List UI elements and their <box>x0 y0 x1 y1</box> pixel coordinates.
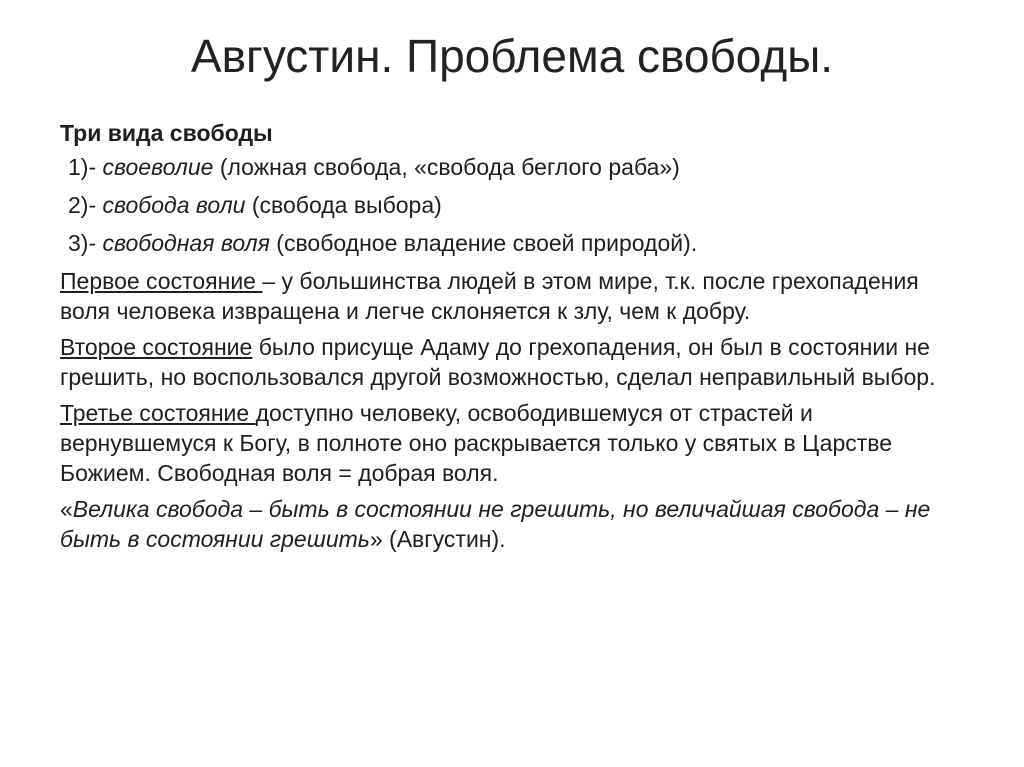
list-item-3 <box>68 228 970 258</box>
item-description: (ложная свобода, «свобода беглого раба») <box>213 154 680 180</box>
paragraph-term: Третье состояние <box>60 400 256 426</box>
quote-attribution: » (Августин). <box>369 526 506 552</box>
slide-title: Августин. Проблема свободы. <box>190 30 834 82</box>
item-number: 2)- <box>68 192 103 218</box>
item-number: 1)- <box>68 154 103 180</box>
paragraph-second-state <box>60 332 970 392</box>
paragraph-term: Первое состояние <box>60 268 263 294</box>
augustine-quote <box>60 494 970 554</box>
paragraph-third-state <box>60 398 970 488</box>
paragraph-text: – у большинства людей в этом мире, т.к. после грехопадения воля человека извращена и легче склоняется к злу, чем к добру. <box>60 268 919 324</box>
paragraph-text: было присуще Адаму до грехопадения, он был в состоянии не грешить, но воспользовался другой возможностью, сделал неправильный выбор. <box>60 334 936 390</box>
slide-body <box>60 118 970 560</box>
quote-text: Велика свобода – быть в состоянии не грешить, но величайшая свобода – не быть в состоянии грешить <box>60 496 931 552</box>
item-term: свобода воли <box>102 192 246 218</box>
item-number: 3)- <box>68 230 103 256</box>
item-term: своеволие <box>102 154 214 180</box>
paragraph-text: доступно человеку, освободившемуся от страстей и вернувшемуся к Богу, в полноте оно раскрывается только у святых в Царстве Божием. Свободная воля = добрая воля. <box>60 400 893 486</box>
paragraph-first-state <box>60 266 970 326</box>
item-term: свободная воля <box>102 230 270 256</box>
item-description: (свободное владение своей природой). <box>269 230 698 256</box>
quote-open: « <box>60 496 73 522</box>
list-item-1 <box>68 152 970 182</box>
section-heading: Три вида свободы <box>60 120 273 146</box>
list-item-2 <box>68 190 970 220</box>
item-description: (свобода выбора) <box>245 192 442 218</box>
paragraph-term: Второе состояние <box>60 334 253 360</box>
